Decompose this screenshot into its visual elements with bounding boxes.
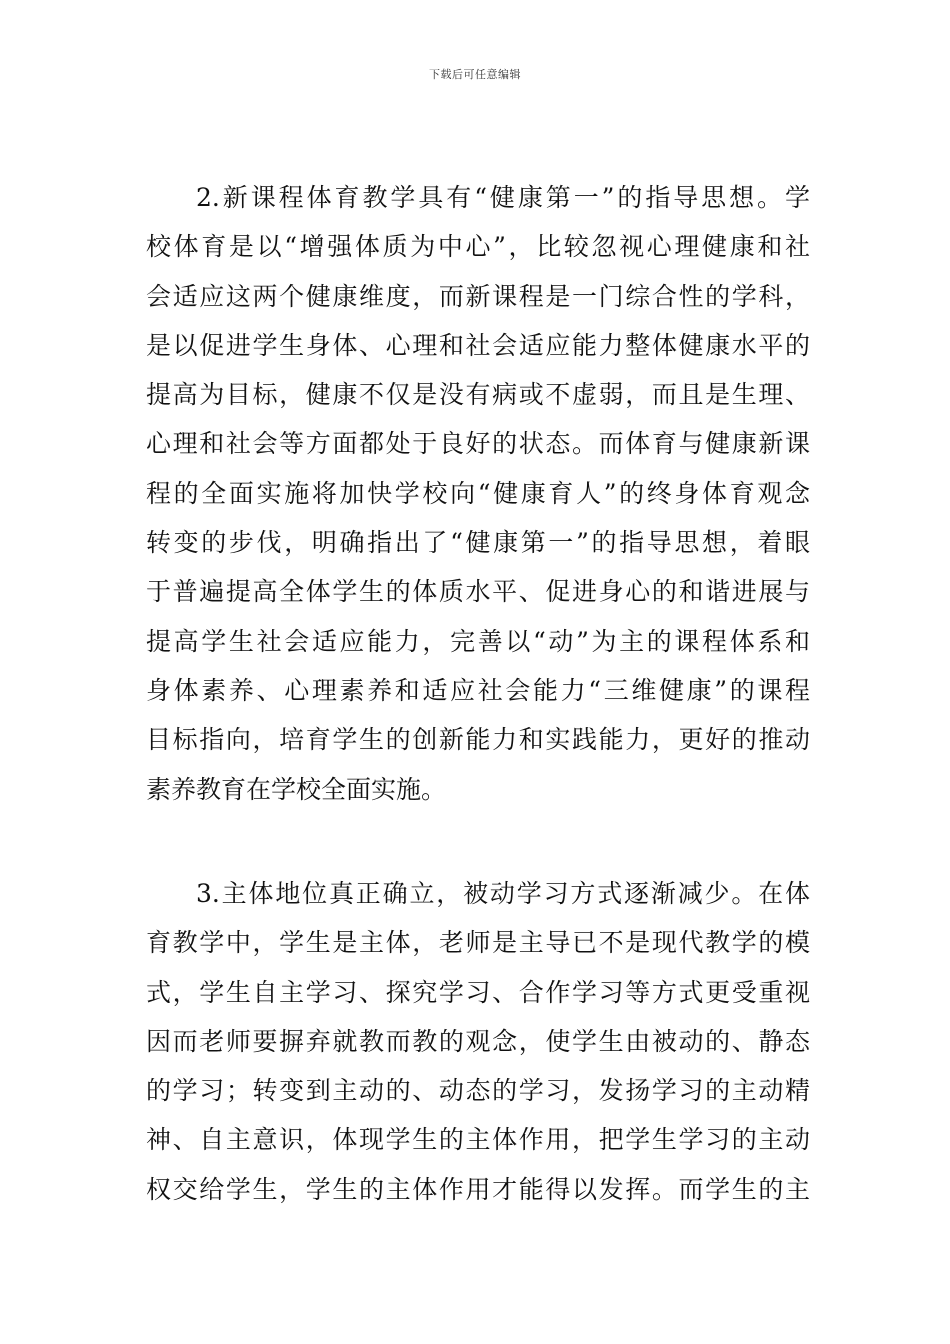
paragraph-line: 式，学生自主学习、探究学习、合作学习等方式更受重视 xyxy=(146,977,810,1007)
paragraph-3 xyxy=(146,869,810,1214)
paragraph-line: 3.主体地位真正确立，被动学习方式逐渐减少。在体 xyxy=(196,879,810,908)
paragraph-2 xyxy=(146,173,810,814)
paragraph-line: 目标指向，培育学生的创新能力和实践能力，更好的推动 xyxy=(146,725,810,755)
paragraph-line: 会适应这两个健康维度，而新课程是一门综合性的学科， xyxy=(146,281,810,311)
paragraph-line: 是以促进学生身体、心理和社会适应能力整体健康水平的 xyxy=(146,330,810,360)
paragraph-line: 提高为目标，健康不仅是没有病或不虚弱，而且是生理、 xyxy=(146,380,810,410)
paragraph-line: 提高学生社会适应能力，完善以“动”为主的课程体系和 xyxy=(146,626,810,656)
paragraph-line: 神、自主意识，体现学生的主体作用，把学生学习的主动 xyxy=(146,1125,810,1155)
paragraph-line: 转变的步伐，明确指出了“健康第一”的指导思想，着眼 xyxy=(146,528,810,558)
paragraph-line: 的学习；转变到主动的、动态的学习，发扬学习的主动精 xyxy=(146,1076,810,1106)
page-header: 下载后可任意编辑 xyxy=(429,68,521,81)
paragraph-line: 素养教育在学校全面实施。 xyxy=(146,774,447,804)
paragraph-line: 因而老师要摒弃就教而教的观念，使学生由被动的、静态 xyxy=(146,1026,810,1056)
paragraph-line: 心理和社会等方面都处于良好的状态。而体育与健康新课 xyxy=(146,429,810,459)
paragraph-line: 权交给学生，学生的主体作用才能得以发挥。而学生的主 xyxy=(146,1174,810,1204)
paragraph-line: 身体素养、心理素养和适应社会能力“三维健康”的课程 xyxy=(146,675,810,705)
paragraph-line: 于普遍提高全体学生的体质水平、促进身心的和谐进展与 xyxy=(146,577,810,607)
paragraph-line: 育教学中，学生是主体，老师是主导已不是现代教学的模 xyxy=(146,928,810,958)
paragraph-line: 校体育是以“增强体质为中心”，比较忽视心理健康和社 xyxy=(146,232,810,262)
paragraph-line: 程的全面实施将加快学校向“健康育人”的终身体育观念 xyxy=(146,478,810,508)
paragraph-line: 2.新课程体育教学具有“健康第一”的指导思想。学 xyxy=(196,183,810,212)
